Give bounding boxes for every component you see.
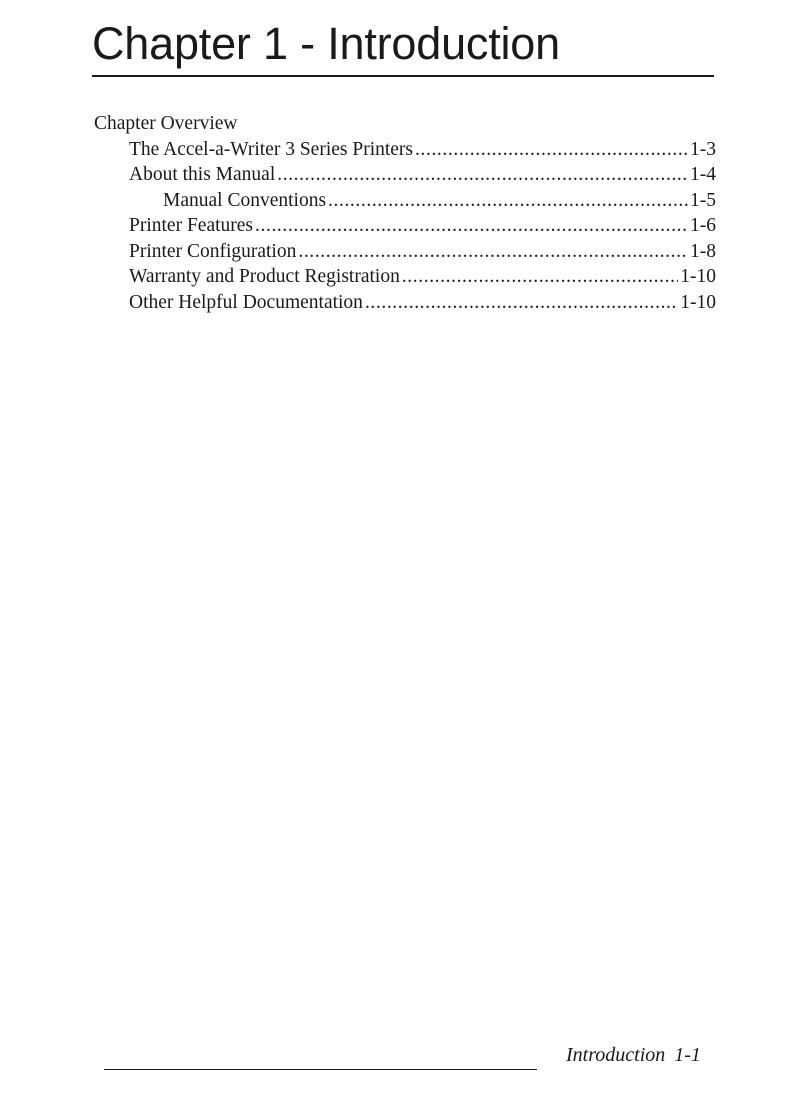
toc-entry-page: 1-8 xyxy=(690,240,716,262)
toc-entry-title: Printer Features xyxy=(129,215,254,236)
toc-entry-title: Warranty and Product Registration xyxy=(129,266,400,287)
toc-entry[interactable] xyxy=(129,239,716,265)
footer-page-label: Introduction 1-1 xyxy=(566,1044,701,1066)
toc-entry-title: About this Manual xyxy=(129,164,276,185)
toc-entry-title: Printer Configuration xyxy=(129,240,297,262)
footer-rule xyxy=(104,1069,537,1070)
title-rule xyxy=(92,75,714,77)
toc-entry-title: Other Helpful Documentation xyxy=(129,291,363,313)
toc-entry-title: The Accel-a-Writer 3 Series Printers xyxy=(129,138,414,160)
dot-leader xyxy=(277,162,688,188)
dot-leader xyxy=(402,264,678,290)
table-of-contents xyxy=(94,111,716,315)
dot-leader xyxy=(415,137,688,163)
toc-heading: Chapter Overview xyxy=(94,113,238,134)
toc-entry[interactable] xyxy=(163,188,716,214)
chapter-title: Chapter 1 - Introduction xyxy=(92,18,560,69)
dot-leader xyxy=(298,239,688,265)
toc-entry[interactable] xyxy=(129,213,716,239)
toc-entry-page: 1-10 xyxy=(680,266,716,287)
toc-entry-title: Manual Conventions xyxy=(163,189,327,211)
toc-entry[interactable] xyxy=(129,290,716,316)
toc-entry[interactable] xyxy=(129,162,716,188)
toc-entry-page: 1-5 xyxy=(690,189,716,211)
toc-entry[interactable] xyxy=(129,264,716,290)
dot-leader xyxy=(255,213,688,239)
toc-entry-page: 1-6 xyxy=(690,215,716,236)
toc-entry[interactable] xyxy=(129,137,716,163)
toc-entry-page: 1-3 xyxy=(690,138,716,160)
dot-leader xyxy=(328,188,688,214)
toc-entry-page: 1-4 xyxy=(690,164,716,185)
toc-entry-page: 1-10 xyxy=(680,291,716,313)
dot-leader xyxy=(365,290,678,316)
